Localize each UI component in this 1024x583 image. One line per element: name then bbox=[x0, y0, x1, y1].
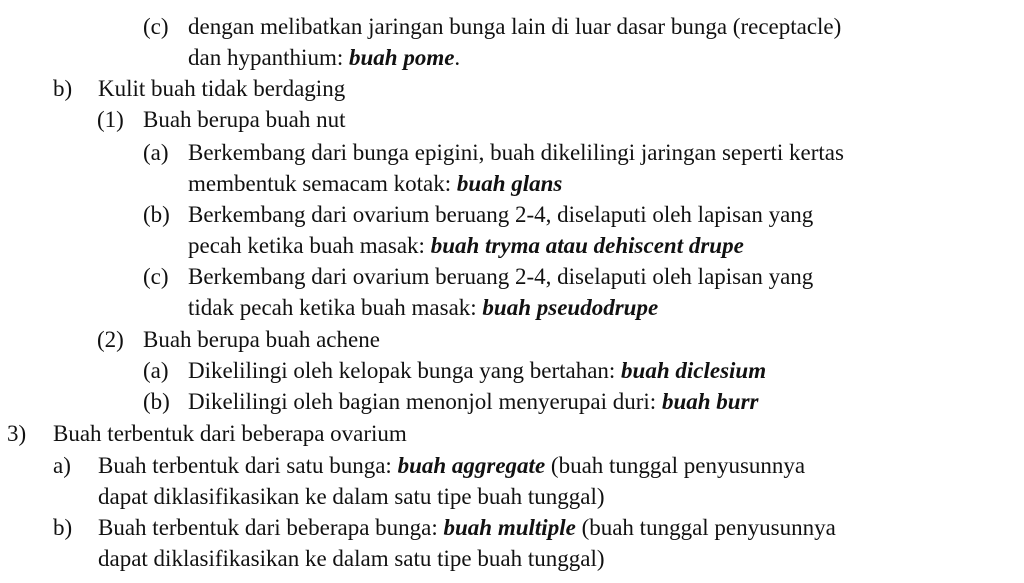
list-item-text: dan hypanthium: buah pome. bbox=[188, 45, 461, 70]
list-marker: a) bbox=[53, 453, 71, 478]
list-marker: 3) bbox=[7, 421, 27, 446]
list-item-text: Buah terbentuk dari beberapa ovarium bbox=[53, 421, 407, 446]
fruit-term: buah burr bbox=[661, 389, 759, 414]
fruit-term: buah diclesium bbox=[621, 358, 767, 383]
list-marker: (c) bbox=[143, 264, 169, 289]
list-item-text: Dikelilingi oleh kelopak bunga yang bertahan: buah diclesium bbox=[188, 358, 767, 383]
fruit-term: buah pome bbox=[348, 45, 455, 70]
list-item-text: Berkembang dari ovarium beruang 2-4, diselaputi oleh lapisan yang bbox=[188, 202, 814, 227]
list-marker: (a) bbox=[143, 358, 169, 383]
fruit-term: buah aggregate bbox=[397, 453, 546, 478]
list-marker: (b) bbox=[143, 389, 170, 414]
list-item-text: Buah berupa buah achene bbox=[143, 327, 380, 352]
list-marker: (a) bbox=[143, 140, 169, 165]
list-item-text: Berkembang dari bunga epigini, buah dikelilingi jaringan seperti kertas bbox=[188, 140, 844, 165]
list-marker: b) bbox=[53, 76, 73, 101]
list-item-text: Kulit buah tidak berdaging bbox=[98, 76, 346, 101]
list-marker: (2) bbox=[97, 327, 124, 352]
list-item-text: Buah terbentuk dari satu bunga: buah aggregate (buah tunggal penyusunnya bbox=[98, 453, 806, 478]
list-item-text: tidak pecah ketika buah masak: buah pseudodrupe bbox=[188, 295, 659, 320]
fruit-term: buah pseudodrupe bbox=[482, 295, 659, 320]
list-marker: (b) bbox=[143, 202, 170, 227]
list-item-text: Dikelilingi oleh bagian menonjol menyerupai duri: buah burr bbox=[188, 389, 759, 414]
list-item-text: dengan melibatkan jaringan bunga lain di luar dasar bunga (receptacle) bbox=[188, 14, 842, 39]
list-item-text: pecah ketika buah masak: buah tryma atau dehiscent drupe bbox=[188, 233, 744, 258]
list-item-text: Buah berupa buah nut bbox=[143, 107, 346, 132]
list-item-text: Buah terbentuk dari beberapa bunga: buah multiple (buah tunggal penyusunnya bbox=[98, 515, 836, 540]
list-item-text: membentuk semacam kotak: buah glans bbox=[188, 171, 563, 196]
fruit-term: buah multiple bbox=[443, 515, 576, 540]
list-marker: b) bbox=[53, 515, 73, 540]
fruit-term: buah tryma atau dehiscent drupe bbox=[430, 233, 744, 258]
list-marker: (1) bbox=[97, 107, 124, 132]
list-item-text: dapat diklasifikasikan ke dalam satu tipe buah tunggal) bbox=[98, 546, 605, 571]
fruit-term: buah glans bbox=[456, 171, 563, 196]
list-item-text: dapat diklasifikasikan ke dalam satu tipe buah tunggal) bbox=[98, 484, 605, 509]
list-marker: (c) bbox=[143, 14, 169, 39]
list-item-text: Berkembang dari ovarium beruang 2-4, diselaputi oleh lapisan yang bbox=[188, 264, 814, 289]
